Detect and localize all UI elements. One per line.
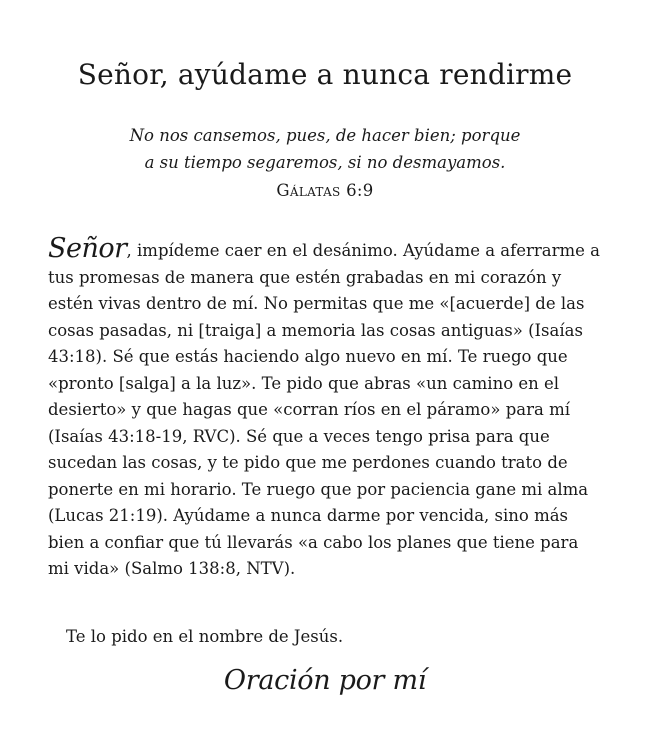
page-title: Señor, ayúdame a nunca rendirme: [77, 58, 573, 91]
prayer-signature: Oración por mí: [223, 665, 427, 696]
epigraph-verse: [0, 122, 650, 176]
prayer-closing: Te lo pido en el nombre de Jesús.: [66, 627, 344, 646]
opening-word: Señor: [48, 233, 127, 264]
verse-line-2: a su tiempo segaremos, si no desmayamos.: [144, 153, 506, 172]
prayer-body: [48, 233, 601, 583]
prayer-body-text: , impídeme caer en el desánimo. Ayúdame a aferrarme a tus promesas de manera que estén grabadas en mi corazón y estén vivas dentro de mí. No permitas que me «[acuerde] de las cosas pasadas, ni [traiga] a memoria las cosas antiguas» (Isaías 43:18). Sé que estás haciendo algo nuevo en mí. Te ruego que «pronto [salga] a la luz». Te pido que abras «un camino en el desierto» y que hagas que «corran ríos en el páramo» para mí (Isaías 43:18-19, RVC). Sé que a veces tengo prisa para que sucedan las cosas, y te pido que me perdones cuando trato de ponerte en mi horario. Te ruego que por paciencia gane mi alma (Lucas 21:19). Ayúdame a nunca darme por vencida, sino más bien a confiar que tú llevarás «a cabo los planes que tiene para mi vida» (Salmo 138:8, NTV).: [48, 241, 601, 578]
verse-line-1: No nos cansemos, pues, de hacer bien; porque: [129, 126, 521, 145]
verse-reference: Gálatas 6:9: [276, 181, 374, 200]
